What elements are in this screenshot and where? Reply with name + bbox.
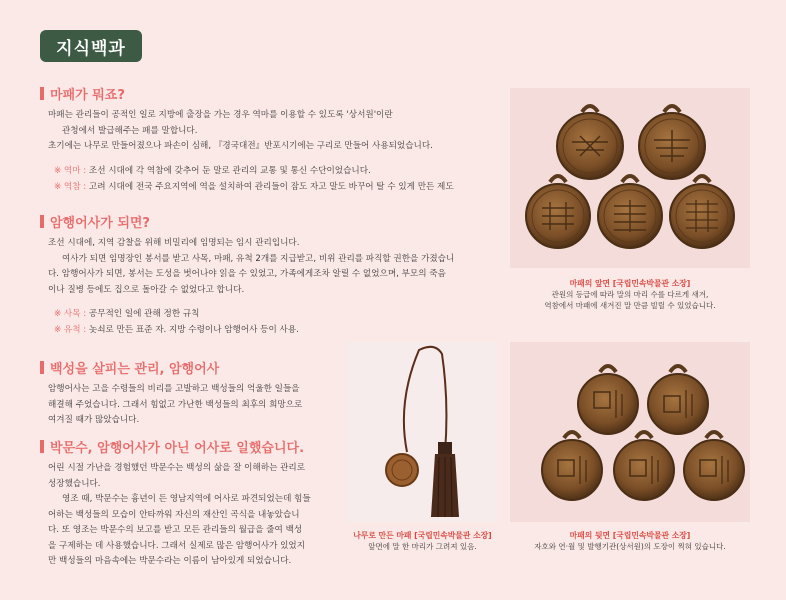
- footnote: [40, 322, 510, 338]
- text-line: 초기에는 나무로 만들어졌으나 파손이 심해, 『경국대전』반포시기에는 구리로 만들어 사용되었습니다.: [48, 141, 433, 151]
- caption-title: 마패의 앞면 [국립민속박물관 소장]: [569, 279, 691, 288]
- coin: [598, 176, 662, 248]
- section-heading: [40, 212, 510, 231]
- caption-text: 자호와 연·월 및 발행기관(상서원)의 도장이 찍혀 있습니다.: [534, 542, 726, 551]
- heading-text: 암행어사가 되면?: [50, 216, 150, 231]
- caption-title: 나무로 만든 마패 [국립민속박물관 소장]: [353, 531, 492, 540]
- heading-text: 박문수, 암행어사가 아닌 어사로 일했습니다.: [50, 441, 305, 456]
- text-line: 관청에서 발급해주는 패를 말합니다.: [62, 125, 198, 136]
- text-line: 여겨질 때가 많았습니다.: [48, 415, 140, 425]
- coin: [526, 176, 590, 248]
- section-heading: [40, 84, 500, 103]
- caption-text: 관원의 등급에 따라 말의 마리 수를 다르게 새겨,: [551, 290, 709, 299]
- footnote: [40, 163, 500, 179]
- coin: [684, 432, 744, 500]
- footnote-text: 조선 시대에 각 역참에 갖추어 둔 말로 관리의 교통 및 통신 수단이었습니다.: [86, 165, 371, 176]
- caption-title: 마패의 뒷면 [국립민속박물관 소장]: [569, 531, 691, 540]
- coin: [542, 432, 602, 500]
- mapae-front-image: [510, 88, 750, 268]
- paragraph: [40, 461, 350, 570]
- footnote-text: 놋쇠로 만든 표준 자. 지방 수령이나 암행어사 등이 사용.: [86, 325, 299, 335]
- text-line: 이나 질병 등에도 집으로 돌아갈 수 없었다고 합니다.: [48, 284, 245, 295]
- section-amhaeng: [40, 212, 510, 338]
- heading-text: 백성을 살피는 관리, 암행어사: [50, 362, 220, 377]
- wooden-mapae-image: [347, 342, 497, 522]
- footnote-text: 공무적인 일에 관해 정한 규칙: [86, 309, 200, 319]
- text-line: 영조 때, 박문수는 흉년이 든 영남지역에 어사로 파견되었는데 힘들: [62, 494, 311, 504]
- section-mapae: [40, 84, 500, 195]
- caption-back: [505, 530, 755, 552]
- footnote: [40, 179, 500, 195]
- footnote: [40, 306, 510, 322]
- section-badge: 지식백과: [40, 30, 142, 62]
- text-line: 을 구제하는 데 사용했습니다. 그래서 실제로 많은 암행어사가 있었지: [48, 540, 306, 551]
- footnote-key: ※ 유척 :: [54, 325, 87, 335]
- text-line: 조선 시대에, 지역 감찰을 위해 비밀리에 임명되는 임시 관리입니다.: [48, 238, 300, 248]
- text-line: 성장했습니다.: [48, 478, 101, 489]
- heading-text: 마패가 뭐죠?: [50, 88, 125, 103]
- footnote-text: 고려 시대에 전국 주요지역에 역을 설치하여 관리들이 잠도 자고 말도 바꾸어 탈 수 있게 만든 제도: [86, 181, 454, 192]
- paragraph: [40, 108, 500, 155]
- coin: [578, 366, 638, 434]
- coin: [557, 106, 623, 179]
- text-line: 여사가 되면 임명장인 봉서를 받고 사목, 마패, 유척 2개를 지급받고, 비위 관리를 파직할 권한을 가졌습니: [62, 253, 455, 264]
- caption-text: 앞면에 말 한 마리가 그려져 있음.: [368, 542, 477, 551]
- text-line: 다. 암행어사가 되면, 봉서는 도성을 벗어나야 읽을 수 있었고, 가족에게조차 알릴 수 없었으며, 부모의 죽음: [48, 269, 446, 279]
- text-line: 암행어사는 고을 수령들의 비리를 고발하고 백성들의 억울한 일들을: [48, 384, 300, 394]
- section-people: [40, 358, 350, 429]
- section-parkmunsu: [40, 437, 350, 570]
- text-line: 어하는 백성들의 모습이 안타까워 자신의 재산인 곡식을 내놓았습니: [48, 509, 300, 520]
- footnote-key: ※ 역마 :: [54, 165, 87, 176]
- text-line: 마패는 관리들이 공적인 일로 지방에 출장을 가는 경우 역마를 이용할 수 있도록 '상서원'이란: [48, 110, 393, 120]
- text-line: 다. 또 영조는 박문수의 보고를 받고 모든 관리들의 월급을 줄여 백성: [48, 525, 303, 535]
- coin: [648, 366, 708, 434]
- caption-text: 역참에서 마패에 새겨진 말 만큼 빌릴 수 있었습니다.: [544, 301, 716, 310]
- footnote-key: ※ 역참 :: [54, 181, 87, 192]
- caption-front: [505, 278, 755, 311]
- text-line: 해결해 주었습니다. 그래서 힘없고 가난한 백성들의 최후의 희망으로: [48, 399, 303, 410]
- mapae-back-image: [510, 342, 750, 522]
- coin: [639, 106, 705, 179]
- text-line: 만 백성들의 마음속에는 박문수라는 이름이 남아있게 되었습니다.: [48, 556, 292, 566]
- paragraph: [40, 236, 510, 298]
- coin: [670, 176, 734, 248]
- footnote-key: ※ 사목 :: [54, 309, 87, 319]
- section-heading: [40, 437, 350, 456]
- caption-wooden: [345, 530, 500, 552]
- wooden-coin: [386, 454, 418, 486]
- coin: [614, 432, 674, 500]
- paragraph: [40, 382, 350, 429]
- section-heading: [40, 358, 350, 377]
- text-line: 어린 시절 가난을 경험했던 박문수는 백성의 삶을 잘 이해하는 관리로: [48, 463, 306, 473]
